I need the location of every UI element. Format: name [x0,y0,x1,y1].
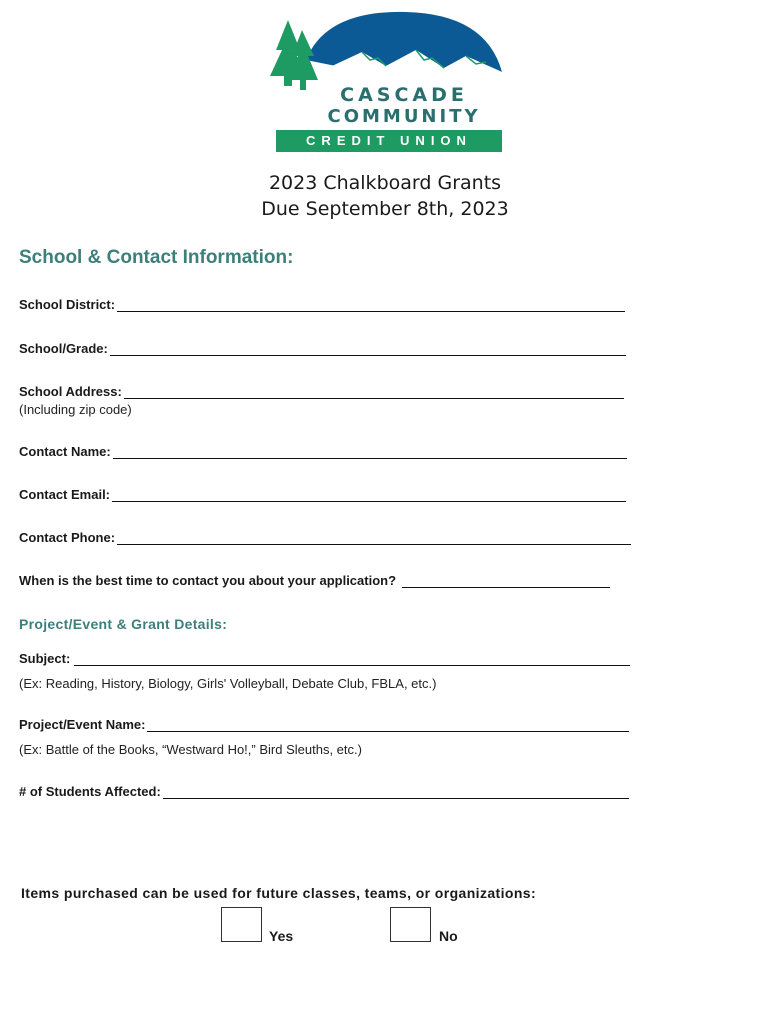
field-best-time [19,573,610,588]
page-title: 2023 Chalkboard Grants [268,172,502,194]
section-title-school-contact: School & Contact Information: [19,247,294,268]
field-label: # of Students Affected: [19,784,161,799]
contact-email-input[interactable] [112,487,626,502]
school-district-input[interactable] [117,297,625,312]
field-subject [19,651,630,666]
field-students-affected [19,784,629,799]
field-school-grade [19,341,626,356]
contact-phone-input[interactable] [117,530,631,545]
yes-checkbox[interactable] [221,907,262,942]
field-label: School District: [19,297,116,312]
subject-hint: (Ex: Reading, History, Biology, Girls' Volleyball, Debate Club, FBLA, etc.) [19,676,437,691]
items-question: Items purchased can be used for future classes, teams, or organizations: [21,885,537,901]
logo-word-community: COMMUNITY [327,106,481,127]
logo-mountain-icon [266,10,506,90]
field-label: Contact Phone: [19,530,116,545]
cascade-logo [266,10,506,152]
field-label: When is the best time to contact you about your application? [19,573,397,588]
best-time-input[interactable] [402,573,610,588]
yes-label: Yes [269,928,294,944]
field-label: Project/Event Name: [19,717,146,732]
project-name-input[interactable] [147,717,629,732]
no-label: No [439,928,458,944]
field-label: School Address: [19,384,122,399]
no-checkbox[interactable] [390,907,431,942]
field-label: Contact Email: [19,487,111,502]
school-grade-input[interactable] [110,341,626,356]
field-school-district [19,297,625,312]
field-contact-email [19,487,626,502]
field-label: School/Grade: [19,341,108,356]
subject-input[interactable] [74,651,630,666]
project-hint: (Ex: Battle of the Books, “Westward Ho!,” Bird Sleuths, etc.) [19,742,362,757]
students-affected-input[interactable] [163,784,629,799]
field-contact-phone [19,530,631,545]
field-school-address [19,384,624,399]
logo-word-cascade: CASCADE [340,84,468,106]
logo-band-credit-union: CREDIT UNION [276,130,502,152]
page-subtitle-due-date: Due September 8th, 2023 [261,198,509,220]
field-contact-name [19,444,627,459]
field-label: Subject: [19,651,71,666]
address-hint: (Including zip code) [19,402,132,417]
field-project-name [19,717,629,732]
school-address-input[interactable] [124,384,624,399]
field-label: Contact Name: [19,444,111,459]
section-title-project-grant: Project/Event & Grant Details: [19,616,228,632]
contact-name-input[interactable] [113,444,627,459]
